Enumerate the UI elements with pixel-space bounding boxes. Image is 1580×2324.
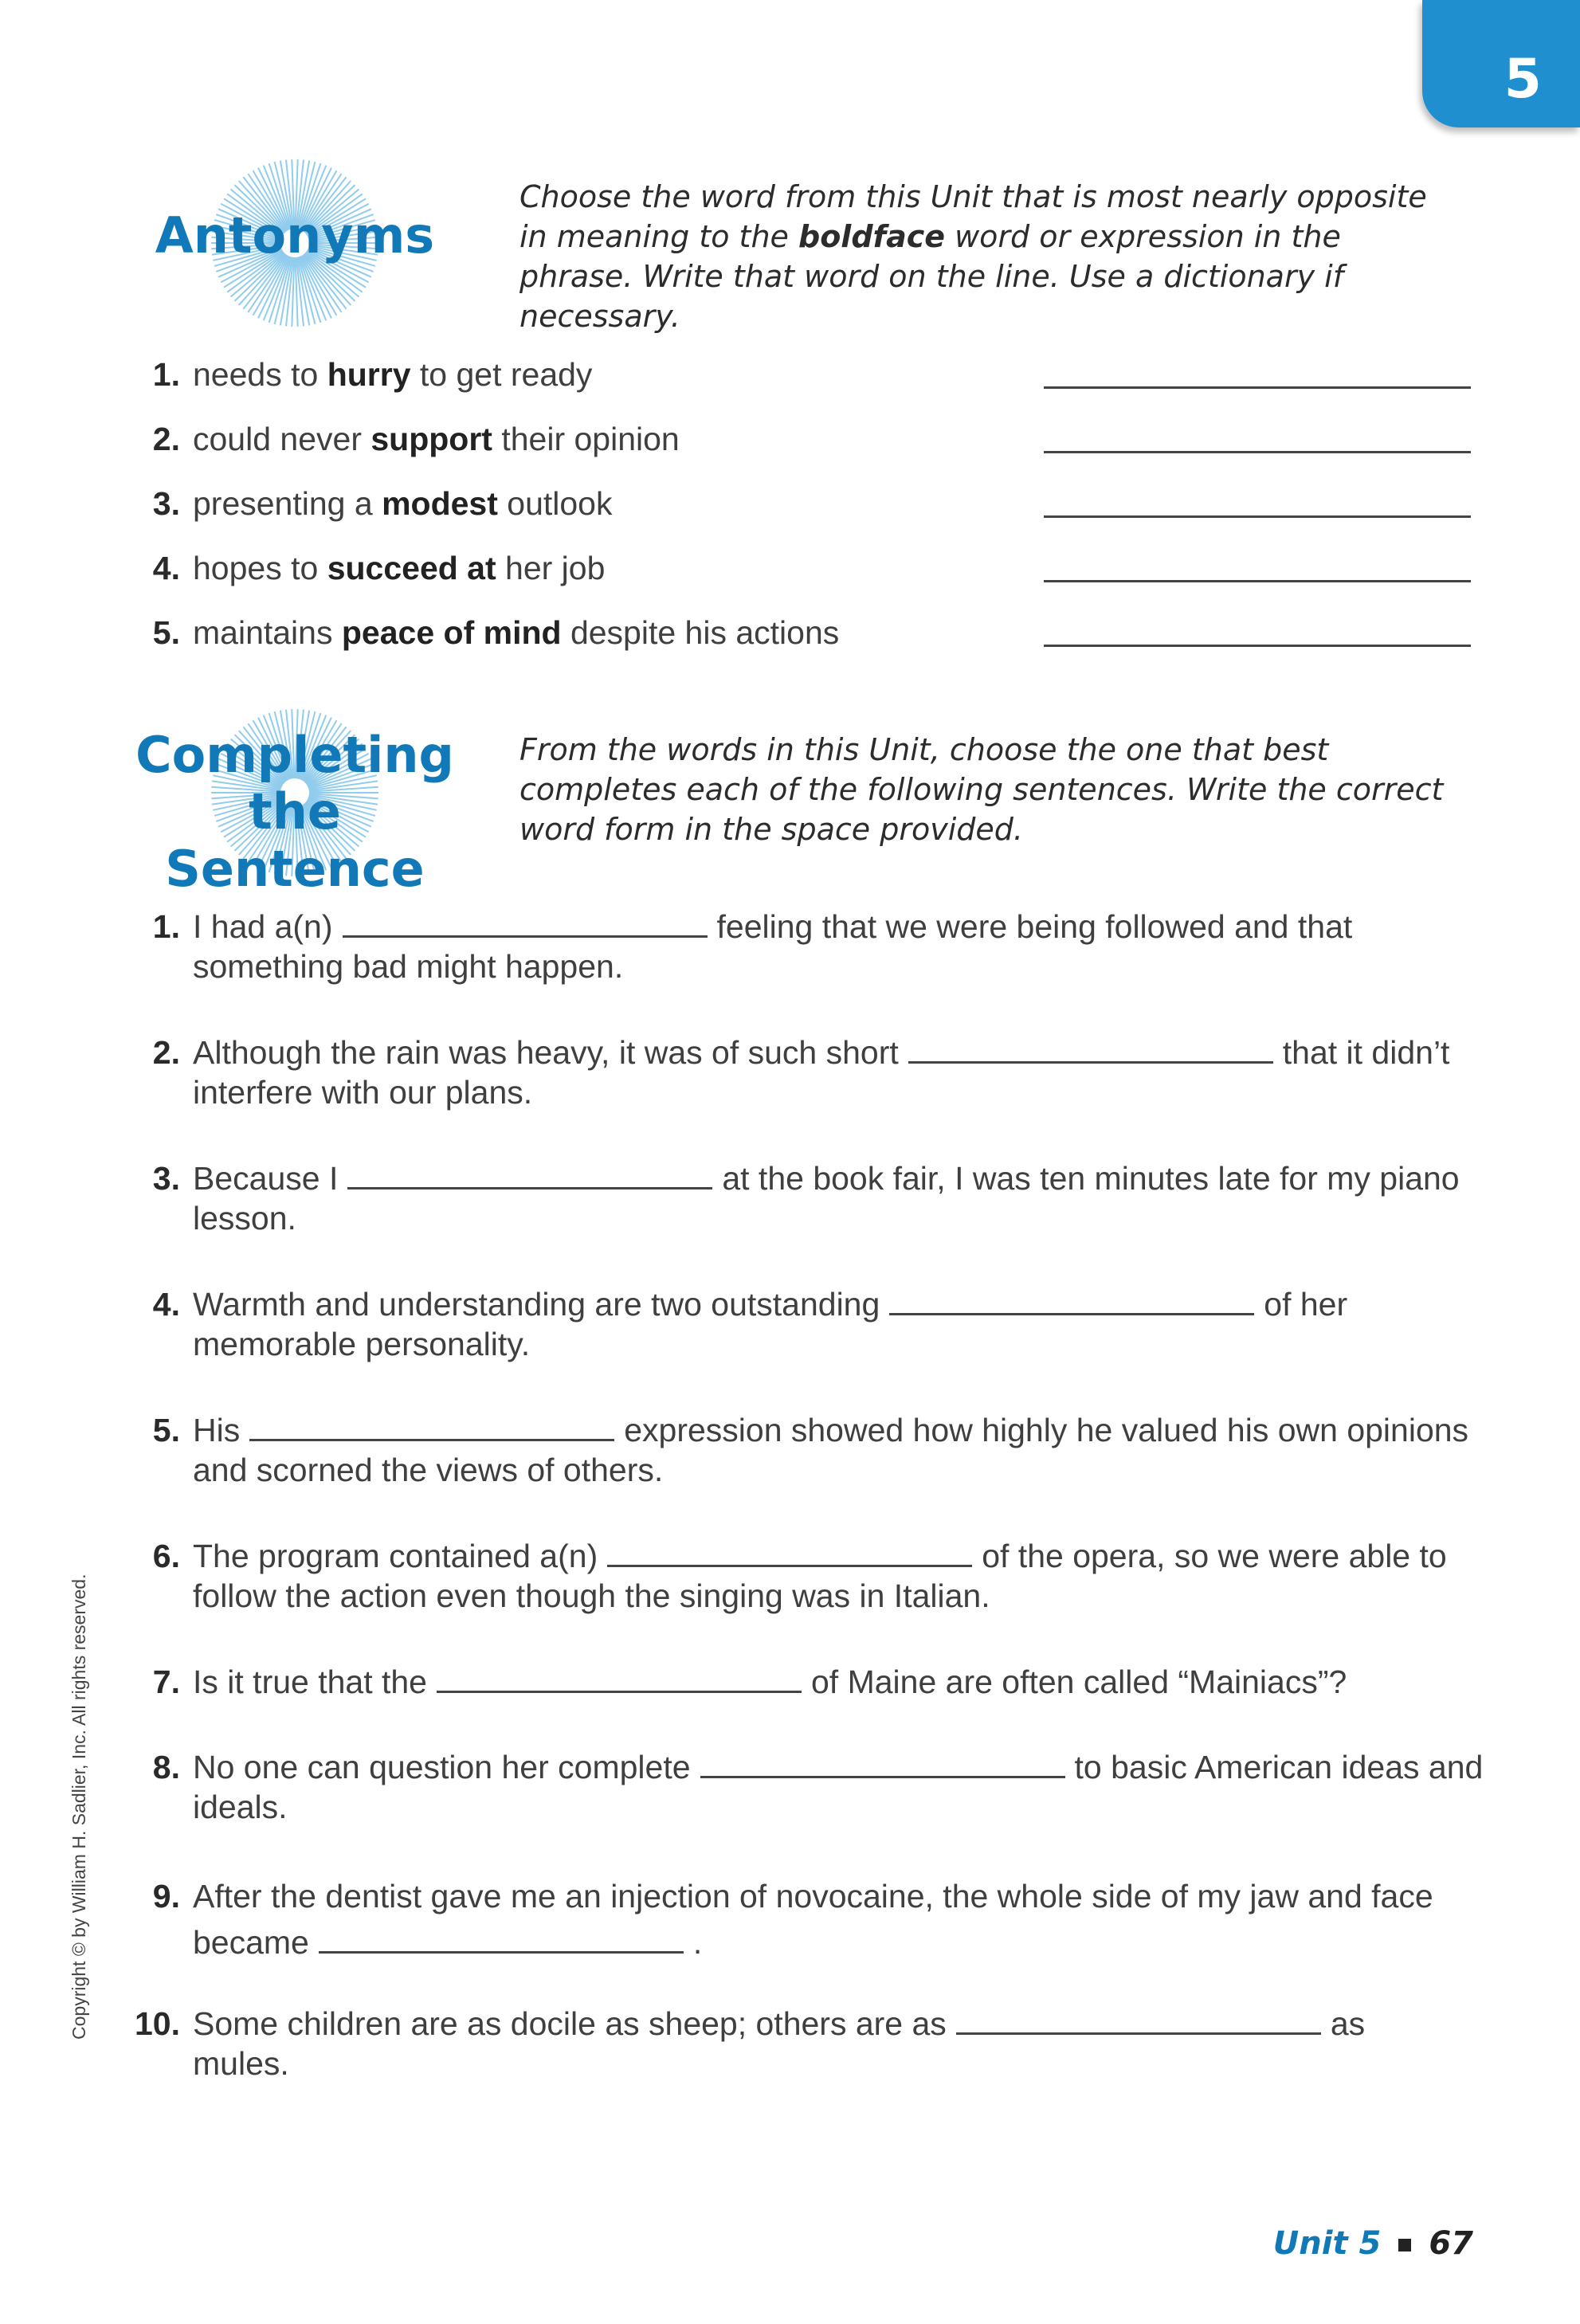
antonyms-instructions-bold: boldface xyxy=(798,219,946,254)
item-number: 3. xyxy=(152,485,180,522)
item-text: outlook xyxy=(497,485,613,522)
item-bold-word: peace of mind xyxy=(341,614,562,651)
sentence-text: After the dentist gave me an injection of novocaine, the whole side of my jaw and face became xyxy=(193,1878,1433,1961)
sentence-text: Some children are as docile as sheep; others are as xyxy=(193,2005,947,2042)
page-number: 67 xyxy=(1429,2225,1473,2262)
answer-blank[interactable] xyxy=(437,1664,802,1693)
item-number: 1. xyxy=(152,908,180,945)
item-number: 10. xyxy=(135,2005,180,2042)
antonyms-instructions xyxy=(519,177,1460,336)
unit-tab-number: 5 xyxy=(1504,48,1542,111)
square-bullet-icon xyxy=(1398,2239,1411,2251)
sentence-text: Is it true that the xyxy=(193,1664,427,1700)
antonyms-heading-block xyxy=(151,151,438,335)
sentence-text: at the book fair, I was ten minutes late for my piano lesson. xyxy=(193,1160,1460,1236)
item-text: maintains xyxy=(193,614,342,651)
antonym-item xyxy=(148,485,1471,533)
sentence-text: of her memorable personality. xyxy=(193,1286,1348,1362)
antonym-item xyxy=(148,550,1471,598)
item-number: 7. xyxy=(152,1664,180,1700)
antonyms-instructions-text-end: word or expression in the phrase. Write that word on the line. Use a dictionary if necessary. xyxy=(519,219,1344,334)
item-number: 4. xyxy=(152,1286,180,1323)
completing-heading-line1: Completing xyxy=(135,726,454,784)
item-number: 2. xyxy=(152,421,180,457)
answer-line[interactable] xyxy=(1044,515,1471,518)
item-text: hopes to xyxy=(193,550,327,586)
item-text: her job xyxy=(496,550,606,586)
item-number: 5. xyxy=(152,614,180,651)
item-bold-word: modest xyxy=(382,485,498,522)
answer-blank[interactable] xyxy=(908,1034,1273,1064)
page-footer xyxy=(1273,2225,1473,2262)
completing-heading-block xyxy=(120,701,470,898)
item-text: despite his actions xyxy=(561,614,840,651)
answer-blank[interactable] xyxy=(700,1749,1065,1778)
sentence-text: Because I xyxy=(193,1160,339,1197)
item-number: 2. xyxy=(152,1034,180,1071)
answer-line[interactable] xyxy=(1044,451,1471,453)
answer-blank[interactable] xyxy=(249,1412,614,1441)
sentence-text: I had a(n) xyxy=(193,908,333,945)
sentence-text: No one can question her complete xyxy=(193,1749,691,1785)
item-number: 5. xyxy=(152,1412,180,1448)
answer-blank[interactable] xyxy=(889,1286,1254,1315)
antonym-item xyxy=(148,356,1471,404)
answer-blank[interactable] xyxy=(319,1924,684,1954)
answer-blank[interactable] xyxy=(607,1538,972,1567)
item-bold-word: succeed at xyxy=(327,550,496,586)
item-number: 9. xyxy=(152,1878,180,1914)
copyright-notice: Copyright © by William H. Sadlier, Inc. All rights reserved. xyxy=(69,1574,89,2040)
sentence-text: Warmth and understanding are two outstanding xyxy=(193,1286,880,1323)
item-number: 1. xyxy=(152,356,180,393)
item-text: to get ready xyxy=(410,356,593,393)
item-text: needs to xyxy=(193,356,327,393)
completing-heading xyxy=(120,727,470,897)
sentence-text: The program contained a(n) xyxy=(193,1538,598,1574)
antonym-item xyxy=(148,421,1471,468)
item-number: 4. xyxy=(152,550,180,586)
sentence-text: of the opera, so we were able to follow the action even though the singing was in Italian. xyxy=(193,1538,1447,1614)
answer-line[interactable] xyxy=(1044,645,1471,647)
item-bold-word: hurry xyxy=(327,356,411,393)
sentence-text: as mules. xyxy=(193,2005,1366,2082)
item-number: 6. xyxy=(152,1538,180,1574)
item-number: 3. xyxy=(152,1160,180,1197)
answer-blank[interactable] xyxy=(956,2005,1321,2035)
sentence-text: His xyxy=(193,1412,241,1448)
item-text: presenting a xyxy=(193,485,382,522)
item-text: their opinion xyxy=(492,421,680,457)
answer-blank[interactable] xyxy=(347,1160,712,1189)
item-bold-word: support xyxy=(370,421,492,457)
unit-tab xyxy=(1422,0,1580,127)
footer-unit: Unit 5 xyxy=(1272,2225,1382,2262)
antonym-item xyxy=(148,614,1471,662)
antonyms-instructions-text: Choose the word from this Unit that is most nearly opposite in meaning to the xyxy=(519,179,1427,254)
sentence-text: that it didn’t interfere with our plans. xyxy=(193,1034,1450,1111)
sentence-text: feeling that we were being followed and that something bad might happen. xyxy=(193,908,1353,985)
sentence-text: . xyxy=(692,1924,703,1961)
antonyms-heading: Antonyms xyxy=(155,206,435,265)
sentence-text: expression showed how highly he valued his own opinions and scorned the views of others. xyxy=(193,1412,1469,1488)
item-text: could never xyxy=(193,421,371,457)
sentence-text: Although the rain was heavy, it was of such short xyxy=(193,1034,899,1071)
answer-blank[interactable] xyxy=(343,908,708,938)
answer-line[interactable] xyxy=(1044,580,1471,582)
item-number: 8. xyxy=(152,1749,180,1785)
completing-heading-line2: the Sentence xyxy=(165,782,425,898)
sentence-text: of Maine are often called “Mainiacs”? xyxy=(811,1664,1347,1700)
completing-instructions: From the words in this Unit, choose the one that best completes each of the following sentences. Write the correct word form in the space provided. xyxy=(519,732,1444,847)
sentence-text: to basic American ideas and ideals. xyxy=(193,1749,1484,1825)
answer-line[interactable] xyxy=(1044,386,1471,389)
